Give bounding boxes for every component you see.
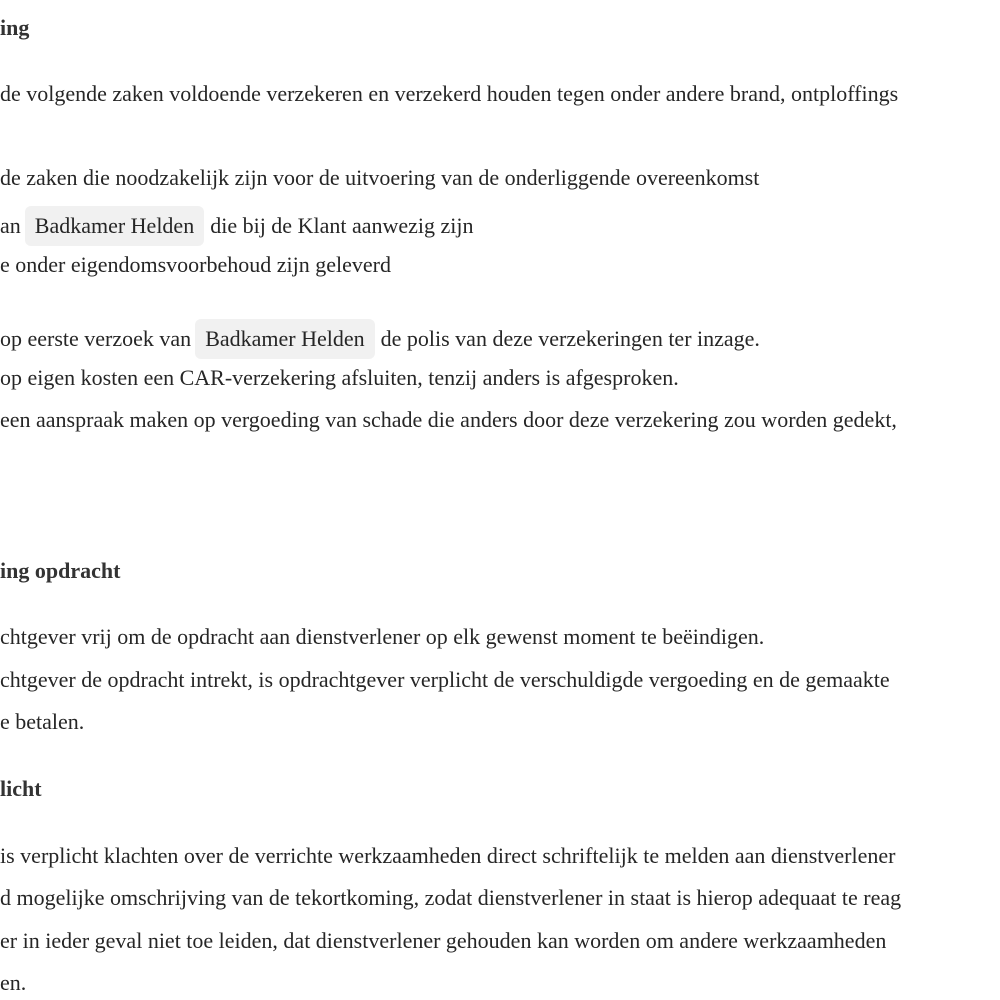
- paragraph-line: en.: [0, 970, 27, 995]
- list-item-text: an: [0, 213, 21, 238]
- section-heading-complaint-duty: licht: [0, 776, 42, 801]
- paragraph-line: op eigen kosten een CAR-verzekering afsluiten, tenzij anders is afgesproken.: [0, 365, 679, 390]
- company-name-chip: Badkamer Helden: [25, 206, 204, 246]
- section-heading-termination: ing opdracht: [0, 558, 121, 583]
- paragraph-line: de volgende zaken voldoende verzekeren en verzekerd houden tegen onder andere brand, ontploffings: [0, 81, 899, 106]
- list-item: [0, 206, 474, 246]
- paragraph-line: chtgever vrij om de opdracht aan dienstverlener op elk gewenst moment te beëindigen.: [0, 624, 765, 649]
- paragraph-line: een aanspraak maken op vergoeding van schade die anders door deze verzekering zou worden gedekt,: [0, 407, 897, 432]
- paragraph-text: op eerste verzoek van: [0, 326, 192, 351]
- list-item-text: die bij de Klant aanwezig zijn: [210, 213, 474, 238]
- paragraph-line: [0, 319, 760, 359]
- section-heading-insurance: ing: [0, 15, 30, 40]
- paragraph-text: de polis van deze verzekeringen ter inzage.: [380, 326, 760, 351]
- paragraph-line: chtgever de opdracht intrekt, is opdrachtgever verplicht de verschuldigde vergoeding en de gemaakte: [0, 667, 890, 692]
- paragraph-line: e betalen.: [0, 709, 85, 734]
- list-item: de zaken die noodzakelijk zijn voor de uitvoering van de onderliggende overeenkomst: [0, 165, 760, 190]
- paragraph-line: er in ieder geval niet toe leiden, dat dienstverlener gehouden kan worden om andere werkzaamheden: [0, 928, 887, 953]
- company-name-chip: Badkamer Helden: [195, 319, 374, 359]
- paragraph-line: d mogelijke omschrijving van de tekortkoming, zodat dienstverlener in staat is hierop adequaat te reag: [0, 885, 902, 910]
- list-item: e onder eigendomsvoorbehoud zijn geleverd: [0, 252, 391, 277]
- paragraph-line: is verplicht klachten over de verrichte werkzaamheden direct schriftelijk te melden aan dienstverlener: [0, 843, 896, 868]
